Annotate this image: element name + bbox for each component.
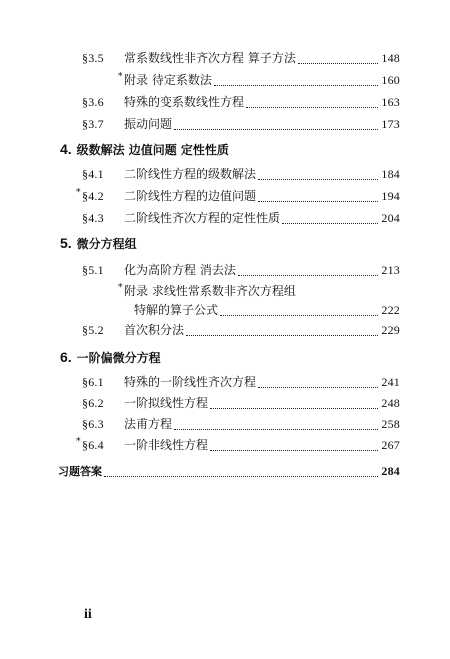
toc-entry-answers: [58, 461, 400, 481]
page-number: 163: [381, 95, 400, 109]
leader-dots: [282, 211, 378, 224]
entry-title: 特殊的变系数线性方程: [124, 95, 245, 109]
chapter-heading: [60, 346, 161, 368]
page-number: 204: [381, 211, 400, 225]
toc-entry: [118, 281, 400, 301]
toc-entry: [82, 208, 400, 228]
chapter-title: 微分方程组: [76, 237, 137, 251]
leader-dots: [210, 438, 378, 451]
page-number: 184: [381, 167, 400, 181]
optional-star: *: [118, 283, 123, 293]
section-number: §6.3: [82, 417, 104, 431]
page-number: 194: [381, 189, 400, 203]
entry-title: 附录 求线性常系数非齐次方程组: [124, 284, 296, 298]
toc-entry: [82, 320, 400, 340]
toc-entry: [82, 48, 400, 68]
leader-dots: [210, 396, 378, 409]
toc-entry: [82, 372, 400, 392]
leader-dots: [220, 303, 378, 316]
page-number: 267: [381, 438, 400, 452]
chapter-title: 一阶偏微分方程: [76, 351, 161, 365]
toc-entry: [76, 186, 400, 206]
page-number: 248: [381, 396, 400, 410]
entry-title: 化为高阶方程 消去法: [124, 263, 236, 277]
entry-title: 首次积分法: [124, 323, 185, 337]
chapter-number: 4.: [60, 141, 72, 157]
entry-title: 习题答案: [58, 465, 102, 478]
toc-entry: [118, 70, 400, 90]
page-number: 258: [381, 417, 400, 431]
leader-dots: [258, 375, 378, 388]
section-number: §4.2: [82, 189, 104, 203]
entry-title: 振动问题: [124, 117, 173, 131]
entry-title: 特殊的一阶线性齐次方程: [124, 375, 257, 389]
chapter-heading: [60, 232, 137, 254]
leader-dots: [246, 95, 378, 108]
toc-entry: [82, 393, 400, 413]
page-number: 213: [381, 263, 400, 277]
chapter-title: 级数解法 边值问题 定性性质: [76, 143, 229, 157]
chapter-number: 6.: [60, 349, 72, 365]
leader-dots: [186, 323, 378, 336]
leader-dots: [238, 263, 378, 276]
leader-dots: [174, 117, 378, 130]
toc-entry: [82, 114, 400, 134]
folio-page-number: ii: [84, 607, 92, 622]
leader-dots: [258, 167, 378, 180]
entry-title: 一阶非线性方程: [124, 438, 209, 452]
toc-entry: [82, 164, 400, 184]
page-number: 160: [381, 73, 400, 87]
section-number: §3.6: [82, 95, 104, 109]
toc-entry: [82, 414, 400, 434]
section-number: §5.2: [82, 323, 104, 337]
page-number: 148: [381, 51, 400, 65]
entry-title: 二阶线性齐次方程的定性性质: [124, 211, 281, 225]
entry-title: 二阶线性方程的边值问题: [124, 189, 257, 203]
chapter-number: 5.: [60, 235, 72, 251]
toc-entry: [134, 300, 400, 320]
optional-star: *: [76, 188, 81, 198]
page-number: 229: [381, 323, 400, 337]
leader-dots: [104, 464, 378, 477]
section-number: §6.2: [82, 396, 104, 410]
entry-title: 法甫方程: [124, 417, 173, 431]
section-number: §6.1: [82, 375, 104, 389]
page-number: 173: [381, 117, 400, 131]
section-number: §4.3: [82, 211, 104, 225]
page-number: 284: [381, 464, 400, 478]
leader-dots: [174, 417, 378, 430]
chapter-heading: [60, 138, 229, 160]
section-number: §4.1: [82, 167, 104, 181]
optional-star: *: [118, 72, 123, 82]
entry-title: 常系数线性非齐次方程 算子方法: [124, 51, 296, 65]
leader-dots: [298, 51, 378, 64]
optional-star: *: [76, 437, 81, 447]
entry-title: 一阶拟线性方程: [124, 396, 209, 410]
page-number: 241: [381, 375, 400, 389]
section-number: §6.4: [82, 438, 104, 452]
section-number: §3.5: [82, 51, 104, 65]
entry-title: 特解的算子公式: [134, 303, 219, 317]
toc-entry: [82, 92, 400, 112]
page-number: 222: [381, 303, 400, 317]
toc-entry: [82, 260, 400, 280]
entry-title: 附录 待定系数法: [124, 73, 212, 87]
section-number: §3.7: [82, 117, 104, 131]
leader-dots: [214, 73, 378, 86]
toc-entry: [76, 435, 400, 455]
leader-dots: [258, 189, 378, 202]
section-number: §5.1: [82, 263, 104, 277]
entry-title: 二阶线性方程的级数解法: [124, 167, 257, 181]
